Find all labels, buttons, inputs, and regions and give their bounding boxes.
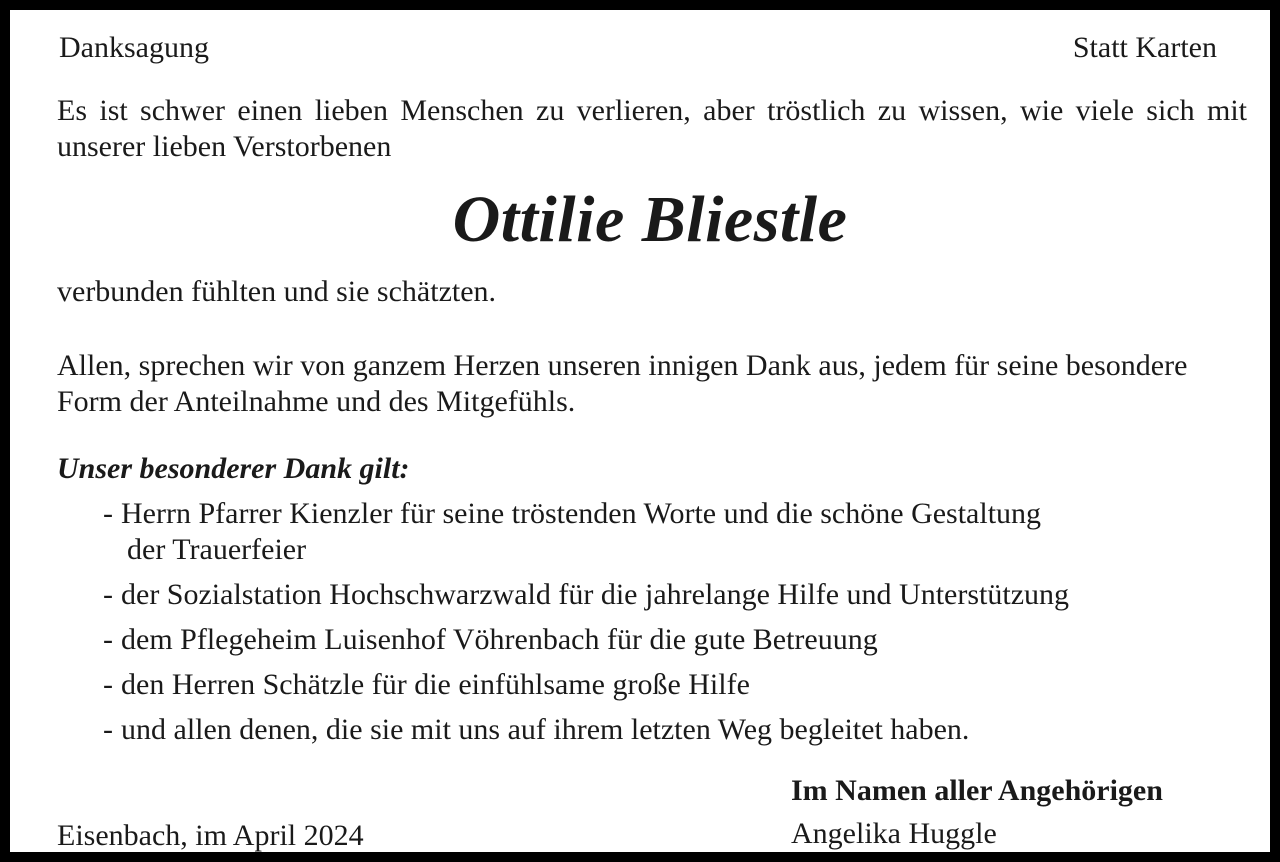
list-item: - und allen denen, die sie mit uns auf ihrem letzten Weg begleitet haben. <box>103 713 970 746</box>
header-right-label: Statt Karten <box>1072 31 1217 64</box>
list-item-text: der Sozialstation Hochschwarzwald für die jahrelange Hilfe und Unterstützung <box>121 578 1070 611</box>
list-item-text: den Herren Schätzle für die einfühlsame große Hilfe <box>121 668 750 701</box>
header-left-label: Danksagung <box>59 31 209 64</box>
list-item-text: Herrn Pfarrer Kienzler für seine tröstenden Worte und die schöne Gestaltung <box>121 497 1042 530</box>
list-item: - Herrn Pfarrer Kienzler für seine tröstenden Worte und die schöne Gestaltung der Trauerfeier <box>103 496 1069 568</box>
list-item: - dem Pflegeheim Luisenhof Vöhrenbach für die gute Betreuung <box>103 623 878 656</box>
list-item-text: dem Pflegeheim Luisenhof Vöhrenbach für die gute Betreuung <box>121 623 878 656</box>
list-item-continuation: der Trauerfeier <box>127 533 307 566</box>
intro-text: Es ist schwer einen lieben Menschen zu verlieren, aber tröstlich zu wissen, wie viele sich mit unserer lieben Verstorbenen <box>57 94 1247 163</box>
after-name-text: verbunden fühlten und sie schätzten. <box>57 275 497 308</box>
list-item-text: und allen denen, die sie mit uns auf ihrem letzten Weg begleitet haben. <box>121 713 970 746</box>
special-thanks-list <box>103 496 1069 757</box>
signature-name: Angelika Huggle <box>791 817 997 850</box>
list-item: - den Herren Schätzle für die einfühlsame große Hilfe <box>103 668 750 701</box>
deceased-name: Ottilie Bliestle <box>452 183 848 256</box>
thanks-text: Allen, sprechen wir von ganzem Herzen unseren innigen Dank aus, jedem für seine besondere Form der Anteilnahme und des Mitgefühls. <box>57 349 1188 418</box>
list-item: - der Sozialstation Hochschwarzwald für die jahrelange Hilfe und Unterstützung <box>103 578 1070 611</box>
signature-title: Im Namen aller Angehörigen <box>791 774 1163 807</box>
place-date: Eisenbach, im April 2024 <box>57 819 364 852</box>
special-thanks-heading: Unser besonderer Dank gilt: <box>57 452 410 485</box>
